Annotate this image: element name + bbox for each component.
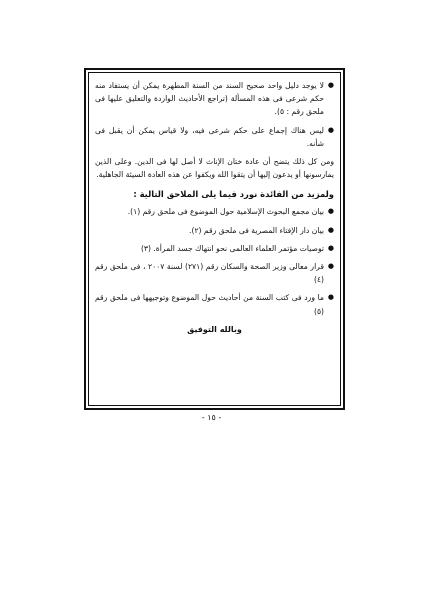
bullet-icon: ● bbox=[327, 207, 334, 216]
bullet-icon: ● bbox=[327, 293, 334, 302]
list-item bbox=[95, 242, 334, 255]
appendices-heading: ولمزيد من الفائدة نورد فيما يلى الملاحق التالية : bbox=[133, 189, 334, 200]
conclusion-paragraph: ومن كل ذلك يتضح أن عادة ختان الإناث لا أصل لها فى الدين. وعلى الذين يمارسونها أو يدعون إليها أن يتقوا الله ويكفوا عن هذه العادة السيئة الجاهلية. bbox=[95, 157, 334, 180]
bullet-icon: ● bbox=[327, 262, 334, 271]
list-item bbox=[95, 79, 334, 119]
list-item-text: توصيات مؤتمر العلماء العالمى نحو انتهاك جسد المرأة. (٣) bbox=[140, 243, 324, 253]
page-number: - ١٥ - bbox=[201, 413, 222, 422]
bullet-icon: ● bbox=[327, 81, 334, 89]
list-item bbox=[95, 260, 334, 286]
list-item-text: ما ورد فى كتب السنة من أحاديث حول الموضوع وتوجيهها فى ملحق رقم (٥) bbox=[95, 293, 324, 316]
list-item bbox=[95, 291, 334, 317]
signoff: وبالله التوفيق bbox=[187, 324, 242, 334]
list-item-text: قرار معالى وزير الصحة والسكان رقم (٢٧١) لسنة ٢٠٠٧ ، فى ملحق رقم (٤) bbox=[95, 262, 324, 285]
list-item bbox=[95, 124, 334, 150]
list-item-text: ليس هناك إجماع على حكم شرعى فيه، ولا قياس يمكن أن يقبل فى شأنه. bbox=[95, 125, 324, 148]
list-item-text: بيان دار الإفتاء المصرية فى ملحق رقم (٢). bbox=[189, 225, 324, 235]
bullet-icon: ● bbox=[327, 125, 334, 134]
content-box bbox=[88, 72, 341, 406]
list-item-text: بيان مجمع البحوث الإسلامية حول الموضوع فى ملحق رقم (١). bbox=[127, 207, 324, 217]
bullet-icon: ● bbox=[327, 225, 334, 234]
list-item bbox=[95, 224, 334, 237]
list-item-text: لا يوجد دليل واحد صحيح السند من السنة المطهرة يمكن أن يستفاد منه حكم شرعى فى هذه المسألة (تراجع الأحاديث الواردة والتعليق عليها فى ملحق رقم : ٥). bbox=[95, 81, 324, 117]
bullet-icon: ● bbox=[327, 243, 334, 252]
list-item bbox=[95, 205, 334, 218]
